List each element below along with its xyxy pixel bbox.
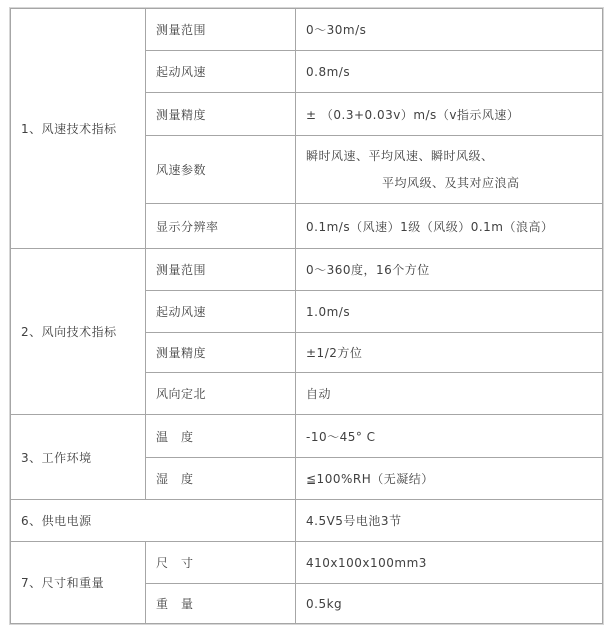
value-cell: ± （0.3+0.03v）m/s（v指示风速） [296, 93, 603, 136]
section-label-environment: 3、工作环境 [11, 415, 146, 500]
value-cell: 0～30m/s [296, 9, 603, 51]
param-cell: 风速参数 [146, 136, 296, 204]
value-cell: 0～360度，16个方位 [296, 249, 603, 291]
param-cell: 测量精度 [146, 93, 296, 136]
section-label-power: 6、供电电源 [11, 500, 296, 542]
value-cell: ≦100%RH（无凝结） [296, 458, 603, 500]
param-cell: 测量范围 [146, 9, 296, 51]
param-cell: 起动风速 [146, 291, 296, 333]
param-cell: 重 量 [146, 584, 296, 624]
section-label-size-weight: 7、尺寸和重量 [11, 542, 146, 624]
param-cell: 风向定北 [146, 373, 296, 415]
param-cell: 起动风速 [146, 51, 296, 93]
value-line-2: 平均风级、及其对应浪高 [382, 175, 520, 190]
param-cell: 湿 度 [146, 458, 296, 500]
param-cell: 测量精度 [146, 333, 296, 373]
value-cell: 1.0m/s [296, 291, 603, 333]
param-cell: 测量范围 [146, 249, 296, 291]
value-cell: 自动 [296, 373, 603, 415]
value-cell: 0.8m/s [296, 51, 603, 93]
section-label-wind-speed: 1、风速技术指标 [11, 9, 146, 249]
value-line-1: 瞬时风速、平均风速、瞬时风级、 [306, 148, 494, 163]
value-cell: -10～45° C [296, 415, 603, 458]
spec-table [10, 8, 603, 624]
value-cell [296, 136, 603, 204]
value-cell: 410x100x100mm3 [296, 542, 603, 584]
section-label-wind-direction: 2、风向技术指标 [11, 249, 146, 415]
value-cell: 0.1m/s（风速）1级（风级）0.1m（浪高） [296, 204, 603, 249]
value-cell: 0.5kg [296, 584, 603, 624]
value-cell: 4.5V5号电池3节 [296, 500, 603, 542]
param-cell: 尺 寸 [146, 542, 296, 584]
value-cell: ±1/2方位 [296, 333, 603, 373]
param-cell: 显示分辨率 [146, 204, 296, 249]
param-cell: 温 度 [146, 415, 296, 458]
